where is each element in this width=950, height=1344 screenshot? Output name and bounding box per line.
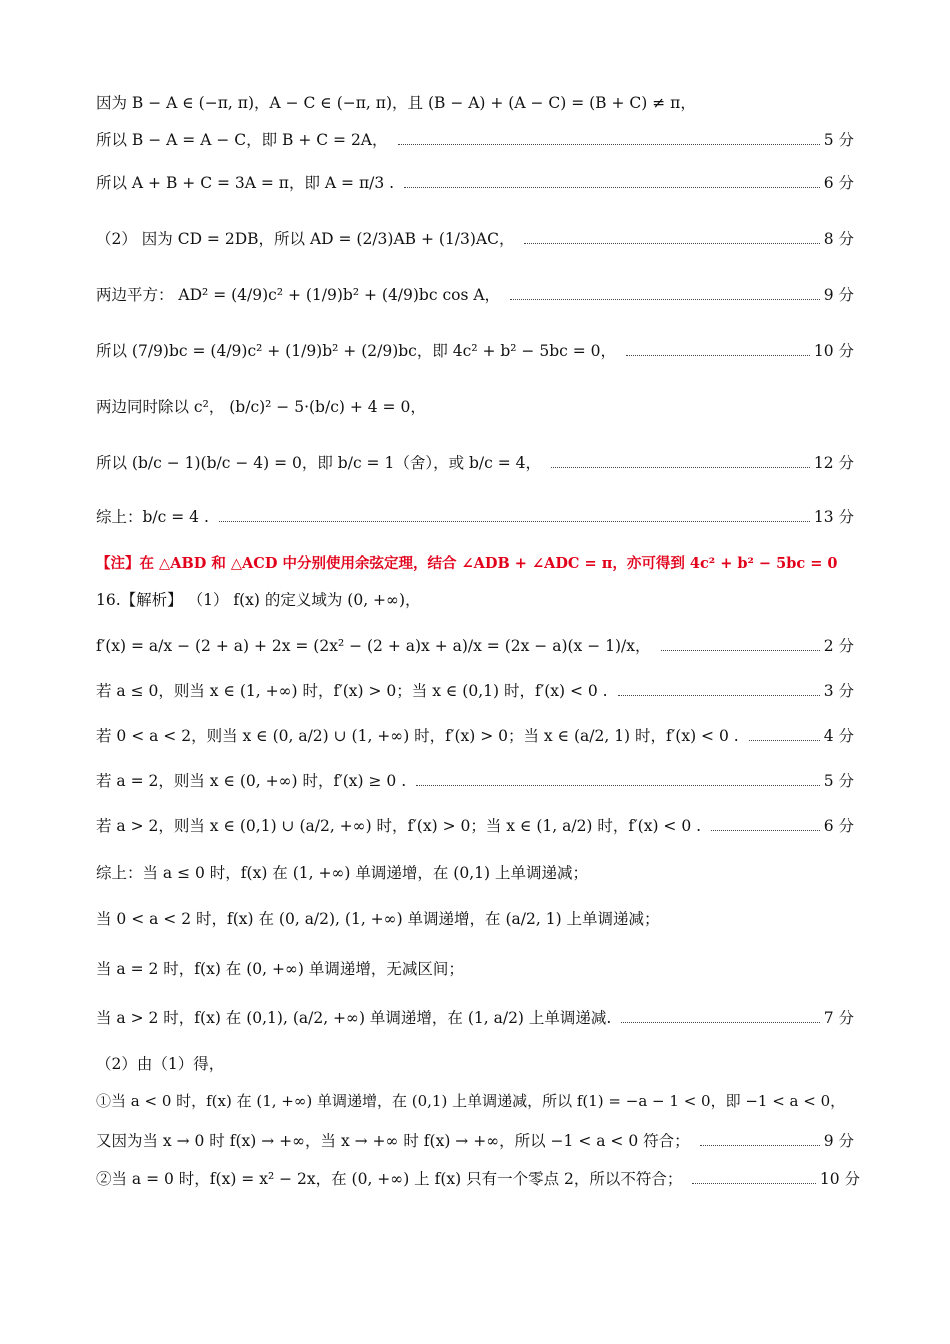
dotted-leader [219,521,810,522]
solution-line [96,129,854,151]
solution-line [96,770,854,792]
score-label: 2 分 [823,637,854,655]
score-label: 5 分 [823,131,854,149]
solution-line [96,1053,854,1075]
dotted-leader [621,1022,819,1023]
score-label: 5 分 [823,772,854,790]
dotted-leader [510,299,820,300]
solution-line [96,725,854,747]
score-label: 6 分 [823,174,854,192]
note-text: 【注】在 △ABD 和 △ACD 中分别使用余弦定理，结合 ∠ADB + ∠ADC = π，亦可得到 4c² + b² − 5bc = 0 [96,555,838,572]
line-text: 若 a > 2，则当 x ∈ (0,1) ∪ (a/2, +∞) 时，f′(x) > 0；当 x ∈ (1, a/2) 时，f′(x) < 0 . [96,817,702,835]
solution-line [96,1090,860,1112]
score-label: 7 分 [823,1009,854,1027]
solution-line [96,284,854,306]
score-label: 4 分 [823,727,854,745]
dotted-leader [700,1145,820,1146]
dotted-leader [404,187,820,188]
solution-line [96,589,854,611]
dotted-leader [692,1183,815,1184]
solution-line [96,908,854,930]
solution-line [96,1168,860,1190]
line-text: 所以 A + B + C = 3A = π，即 A = π/3 . [96,174,395,192]
solution-line [96,815,854,837]
score-label: 9 分 [823,286,854,304]
solution-line [96,452,854,474]
line-text: 又因为当 x → 0 时 f(x) → +∞，当 x → +∞ 时 f(x) → +∞，所以 −1 < a < 0 符合； [96,1132,690,1150]
line-text: ②当 a = 0 时，f(x) = x² − 2x，在 (0, +∞) 上 f(x) 只有一个零点 2，所以不符合； [96,1170,683,1188]
line-text: （2） 因为 CD = 2DB，所以 AD = (2/3)AB + (1/3)AC， [96,230,515,248]
dotted-leader [749,740,820,741]
score-label: 12 分 [813,454,854,472]
solution-line [96,172,854,194]
dotted-leader [398,144,820,145]
line-text: 当 a = 2 时，f(x) 在 (0, +∞) 单调递增，无减区间； [96,960,464,978]
solution-line [96,680,854,702]
solution-line [96,1130,854,1152]
solution-line [96,506,854,528]
dotted-leader [626,355,810,356]
solution-line [96,228,854,250]
line-text: 若 0 < a < 2，则当 x ∈ (0, a/2) ∪ (1, +∞) 时，f′(x) > 0；当 x ∈ (a/2, 1) 时，f′(x) < 0 . [96,727,739,745]
line-text: 16.【解析】 （1） f(x) 的定义域为 (0, +∞)， [96,591,421,609]
score-label: 9 分 [823,1132,854,1150]
score-label: 13 分 [813,508,854,526]
line-text: （2）由（1）得， [96,1055,225,1073]
score-label: 6 分 [823,817,854,835]
solution-line [96,862,854,884]
dotted-leader [416,785,820,786]
line-text: 所以 B − A = A − C，即 B + C = 2A， [96,131,388,149]
line-text: 两边同时除以 c²， (b/c)² − 5·(b/c) + 4 = 0， [96,398,426,416]
solution-line [96,396,854,418]
solution-line [96,340,854,362]
score-label: 3 分 [823,682,854,700]
solution-line [96,92,854,114]
line-text: 所以 (b/c − 1)(b/c − 4) = 0，即 b/c = 1（舍），或 b/c = 4， [96,454,542,472]
line-text: 综上：b/c = 4 . [96,508,209,526]
solution-line [96,635,854,657]
note-line [96,553,860,575]
score-label: 10 分 [819,1170,860,1188]
dotted-leader [618,695,820,696]
score-label: 10 分 [813,342,854,360]
dotted-leader [524,243,819,244]
dotted-leader [661,650,820,651]
line-text: f′(x) = a/x − (2 + a) + 2x = (2x² − (2 + a)x + a)/x = (2x − a)(x − 1)/x， [96,637,651,655]
score-label: 8 分 [823,230,854,248]
solution-line [96,1007,854,1029]
solution-line [96,958,854,980]
line-text: 当 0 < a < 2 时，f(x) 在 (0, a/2), (1, +∞) 单调递增，在 (a/2, 1) 上单调递减； [96,910,660,928]
line-text: 若 a = 2，则当 x ∈ (0, +∞) 时，f′(x) ≥ 0 . [96,772,407,790]
line-text: 当 a > 2 时，f(x) 在 (0,1), (a/2, +∞) 单调递增，在 (1, a/2) 上单调递减. [96,1009,612,1027]
line-text: 所以 (7/9)bc = (4/9)c² + (1/9)b² + (2/9)bc，即 4c² + b² − 5bc = 0， [96,342,617,360]
line-text: 因为 B − A ∈ (−π, π)，A − C ∈ (−π, π)，且 (B − A) + (A − C) = (B + C) ≠ π， [96,94,696,112]
line-text: 若 a ≤ 0，则当 x ∈ (1, +∞) 时，f′(x) > 0；当 x ∈ (0,1) 时，f′(x) < 0 . [96,682,608,700]
line-text: ①当 a < 0 时，f(x) 在 (1, +∞) 单调递增，在 (0,1) 上单调递减，所以 f(1) = −a − 1 < 0，即 −1 < a < 0， [96,1092,846,1110]
line-text: 综上：当 a ≤ 0 时，f(x) 在 (1, +∞) 单调递增，在 (0,1) 上单调递减； [96,864,588,882]
dotted-leader [711,830,820,831]
line-text: 两边平方： AD² = (4/9)c² + (1/9)b² + (4/9)bc cos A， [96,286,501,304]
dotted-leader [551,467,810,468]
